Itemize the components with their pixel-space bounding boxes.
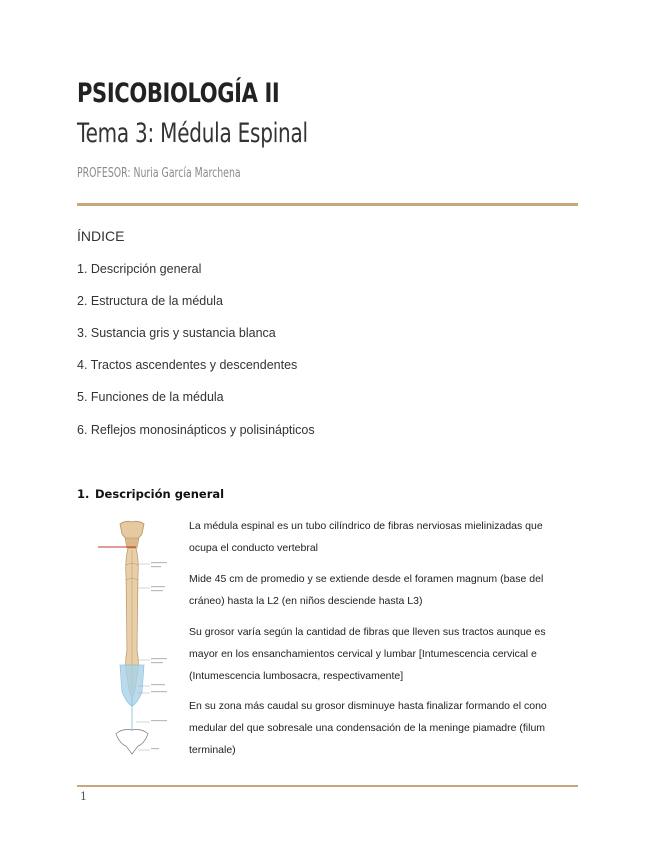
index-item-6: 6. Reflejos monosinápticos y polisinápticos [77,423,315,437]
document-subtitle: Tema 3: Médula Espinal [77,118,308,149]
paragraph-2: Mide 45 cm de promedio y se extiende desde el foramen magnum (base del cráneo) hasta la L2 (en niños desciende hasta L3) [189,573,544,607]
footer-divider [77,785,578,787]
section-number: 1. [77,487,90,501]
section-heading [77,487,224,501]
spinal-cord-illustration [92,520,172,760]
index-item-1: 1. Descripción general [77,262,202,276]
index-item-5: 5. Funciones de la médula [77,390,224,404]
page-number: 1 [80,790,87,803]
index-heading: ÍNDICE [77,228,125,244]
document-title: PSICOBIOLOGÍA II [77,78,280,109]
header-divider [77,203,578,206]
paragraph-1: La médula espinal es un tubo cilíndrico de fibras nerviosas mielinizadas que ocupa el conducto vertebral [189,520,543,554]
index-item-4: 4. Tractos ascendentes y descendentes [77,358,298,372]
index-item-2: 2. Estructura de la médula [77,294,223,308]
index-item-3: 3. Sustancia gris y sustancia blanca [77,326,276,340]
paragraph-3: Su grosor varía según la cantidad de fibras que lleven sus tractos aunque es mayor en los ensanchamientos cervical y lumbar [Intumescencia cervical e (Intumescencia lumbosacra, respectivamente] [189,626,546,682]
paragraph-4: En su zona más caudal su grosor disminuye hasta finalizar formando el cono medular del que sobresale una condensación de la meninge piamadre (filum terminale) [189,700,547,756]
professor-line: PROFESOR: Nuria García Marchena [77,166,241,181]
section-title: Descripción general [95,487,225,501]
